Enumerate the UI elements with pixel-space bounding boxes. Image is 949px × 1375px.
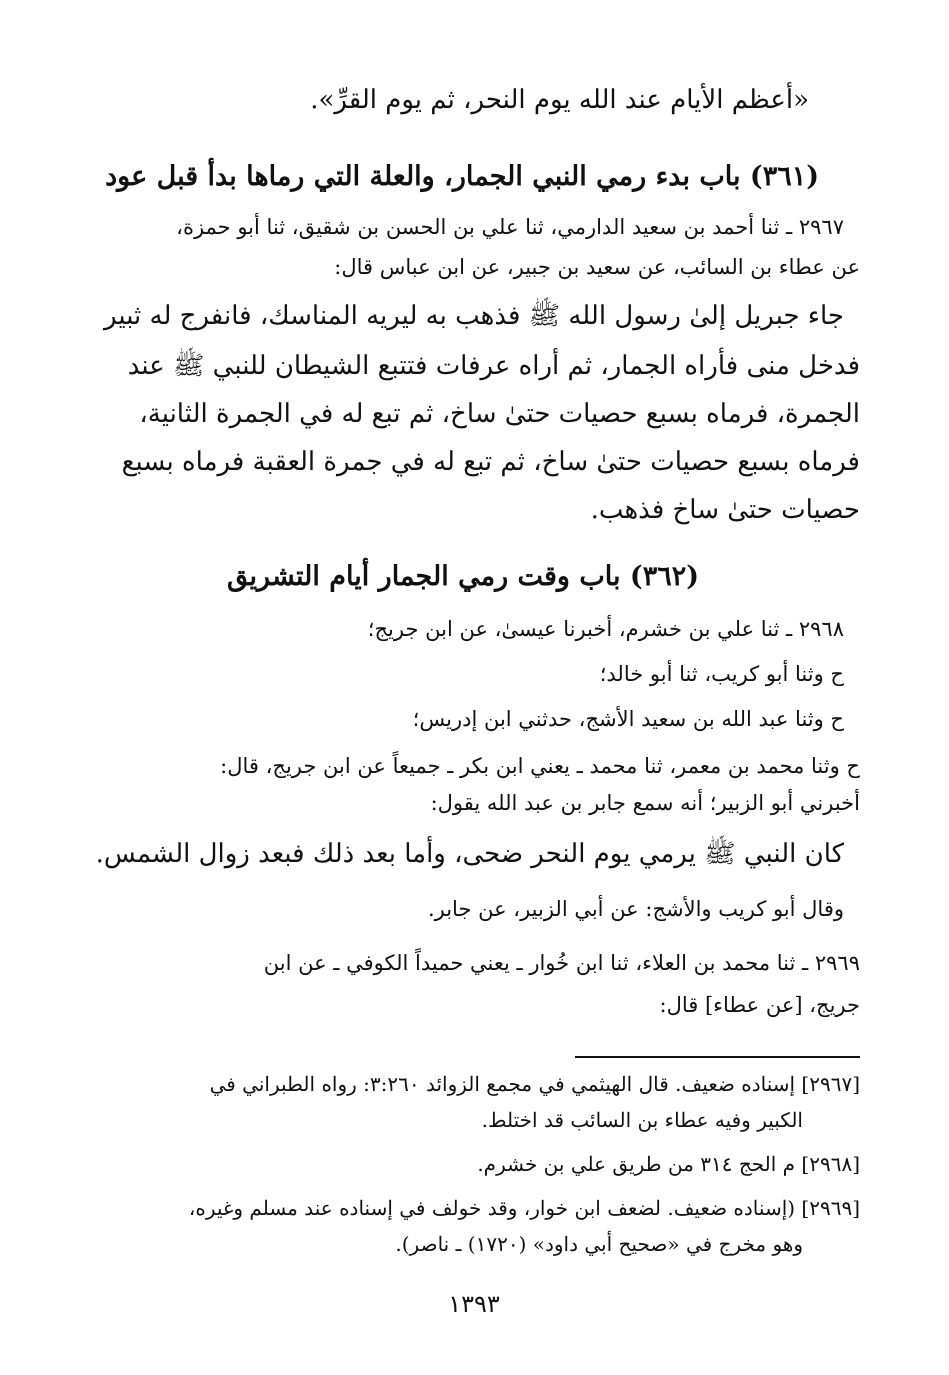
- hadith-2967-matn-line-4: فرماه بسبع حصيات حتىٰ ساخ، ثم تبع له في جمرة العقبة فرماه بسبع: [121, 447, 860, 477]
- previous-hadith-end: «أعظم الأيام عند الله يوم النحر، ثم يوم القرِّ».: [310, 85, 809, 115]
- hadith-2968-matn: كان النبي ﷺ يرمي يوم النحر ضحى، وأما بعد ذلك فبعد زوال الشمس.: [95, 839, 844, 869]
- footnote-2969-line-1: [٢٩٦٩] (إسناده ضعيف. لضعف ابن خوار، وقد خولف في إسناده عند مسلم وغيره،: [188, 1196, 860, 1220]
- chapter-361-heading: (٣٦١) باب بدء رمي النبي الجمار، والعلة التي رماها بدأ قبل عود: [105, 161, 819, 192]
- footnote-2967-line-2: الكبير وفيه عطاء بن السائب قد اختلط.: [481, 1108, 803, 1132]
- hadith-2968-isnad-line-4: ح وثنا محمد بن معمر، ثنا محمد ـ يعني ابن بكر ـ جميعاً عن ابن جريج، قال:: [220, 754, 860, 778]
- hadith-2967-matn-line-2: فدخل منى فأراه الجمار، ثم أراه عرفات فتتبع الشيطان للنبي ﷺ عند: [127, 351, 860, 381]
- hadith-2968-variant-note: وقال أبو كريب والأشج: عن أبي الزبير، عن جابر.: [427, 897, 844, 921]
- footnote-2969-line-2: وهو مخرج في «صحيح أبي داود» (١٧٢٠) ـ ناصر).: [395, 1232, 803, 1256]
- footnote-separator: [575, 1056, 860, 1058]
- footnote-2967-line-1: [٢٩٦٧] إسناده ضعيف. قال الهيثمي في مجمع الزوائد ٣:٢٦٠: رواه الطبراني في: [209, 1072, 860, 1096]
- hadith-2967-matn-line-5: حصيات حتىٰ ساخ فذهب.: [590, 495, 860, 525]
- hadith-2969-isnad-line-2: جريج، [عن عطاء] قال:: [659, 993, 860, 1017]
- page-number: ١٣٩٣: [448, 1290, 500, 1318]
- footnote-2968-line-1: [٢٩٦٨] م الحج ٣١٤ من طريق علي بن خشرم.: [477, 1152, 860, 1176]
- hadith-2967-matn-line-3: الجمرة، فرماه بسبع حصيات حتىٰ ساخ، ثم تبع له في الجمرة الثانية،: [139, 399, 860, 429]
- hadith-2969-isnad-line-1: ٢٩٦٩ ـ ثنا محمد بن العلاء، ثنا ابن خُوار ـ يعني حميداً الكوفي ـ عن ابن: [263, 951, 860, 975]
- hadith-2968-isnad-line-3: ح وثنا عبد الله بن سعيد الأشج، حدثني ابن إدريس؛: [412, 707, 844, 731]
- hadith-2968-isnad-line-1: ٢٩٦٨ ـ ثنا علي بن خشرم، أخبرنا عيسىٰ، عن ابن جريج؛: [367, 617, 844, 641]
- hadith-2968-isnad-line-5: أخبرني أبو الزبير؛ أنه سمع جابر بن عبد الله يقول:: [430, 791, 860, 815]
- hadith-2968-isnad-line-2: ح وثنا أبو كريب، ثنا أبو خالد؛: [599, 662, 844, 686]
- chapter-362-heading: (٣٦٢) باب وقت رمي الجمار أيام التشريق: [227, 561, 699, 592]
- hadith-2967-isnad-line-2: عن عطاء بن السائب، عن سعيد بن جبير، عن ابن عباس قال:: [334, 255, 860, 279]
- hadith-2967-matn-line-1: جاء جبريل إلىٰ رسول الله ﷺ فذهب به ليريه المناسك، فانفرج له ثبير: [104, 301, 844, 331]
- hadith-2967-isnad-line-1: ٢٩٦٧ ـ ثنا أحمد بن سعيد الدارمي، ثنا علي بن الحسن بن شقيق، ثنا أبو حمزة،: [176, 215, 844, 239]
